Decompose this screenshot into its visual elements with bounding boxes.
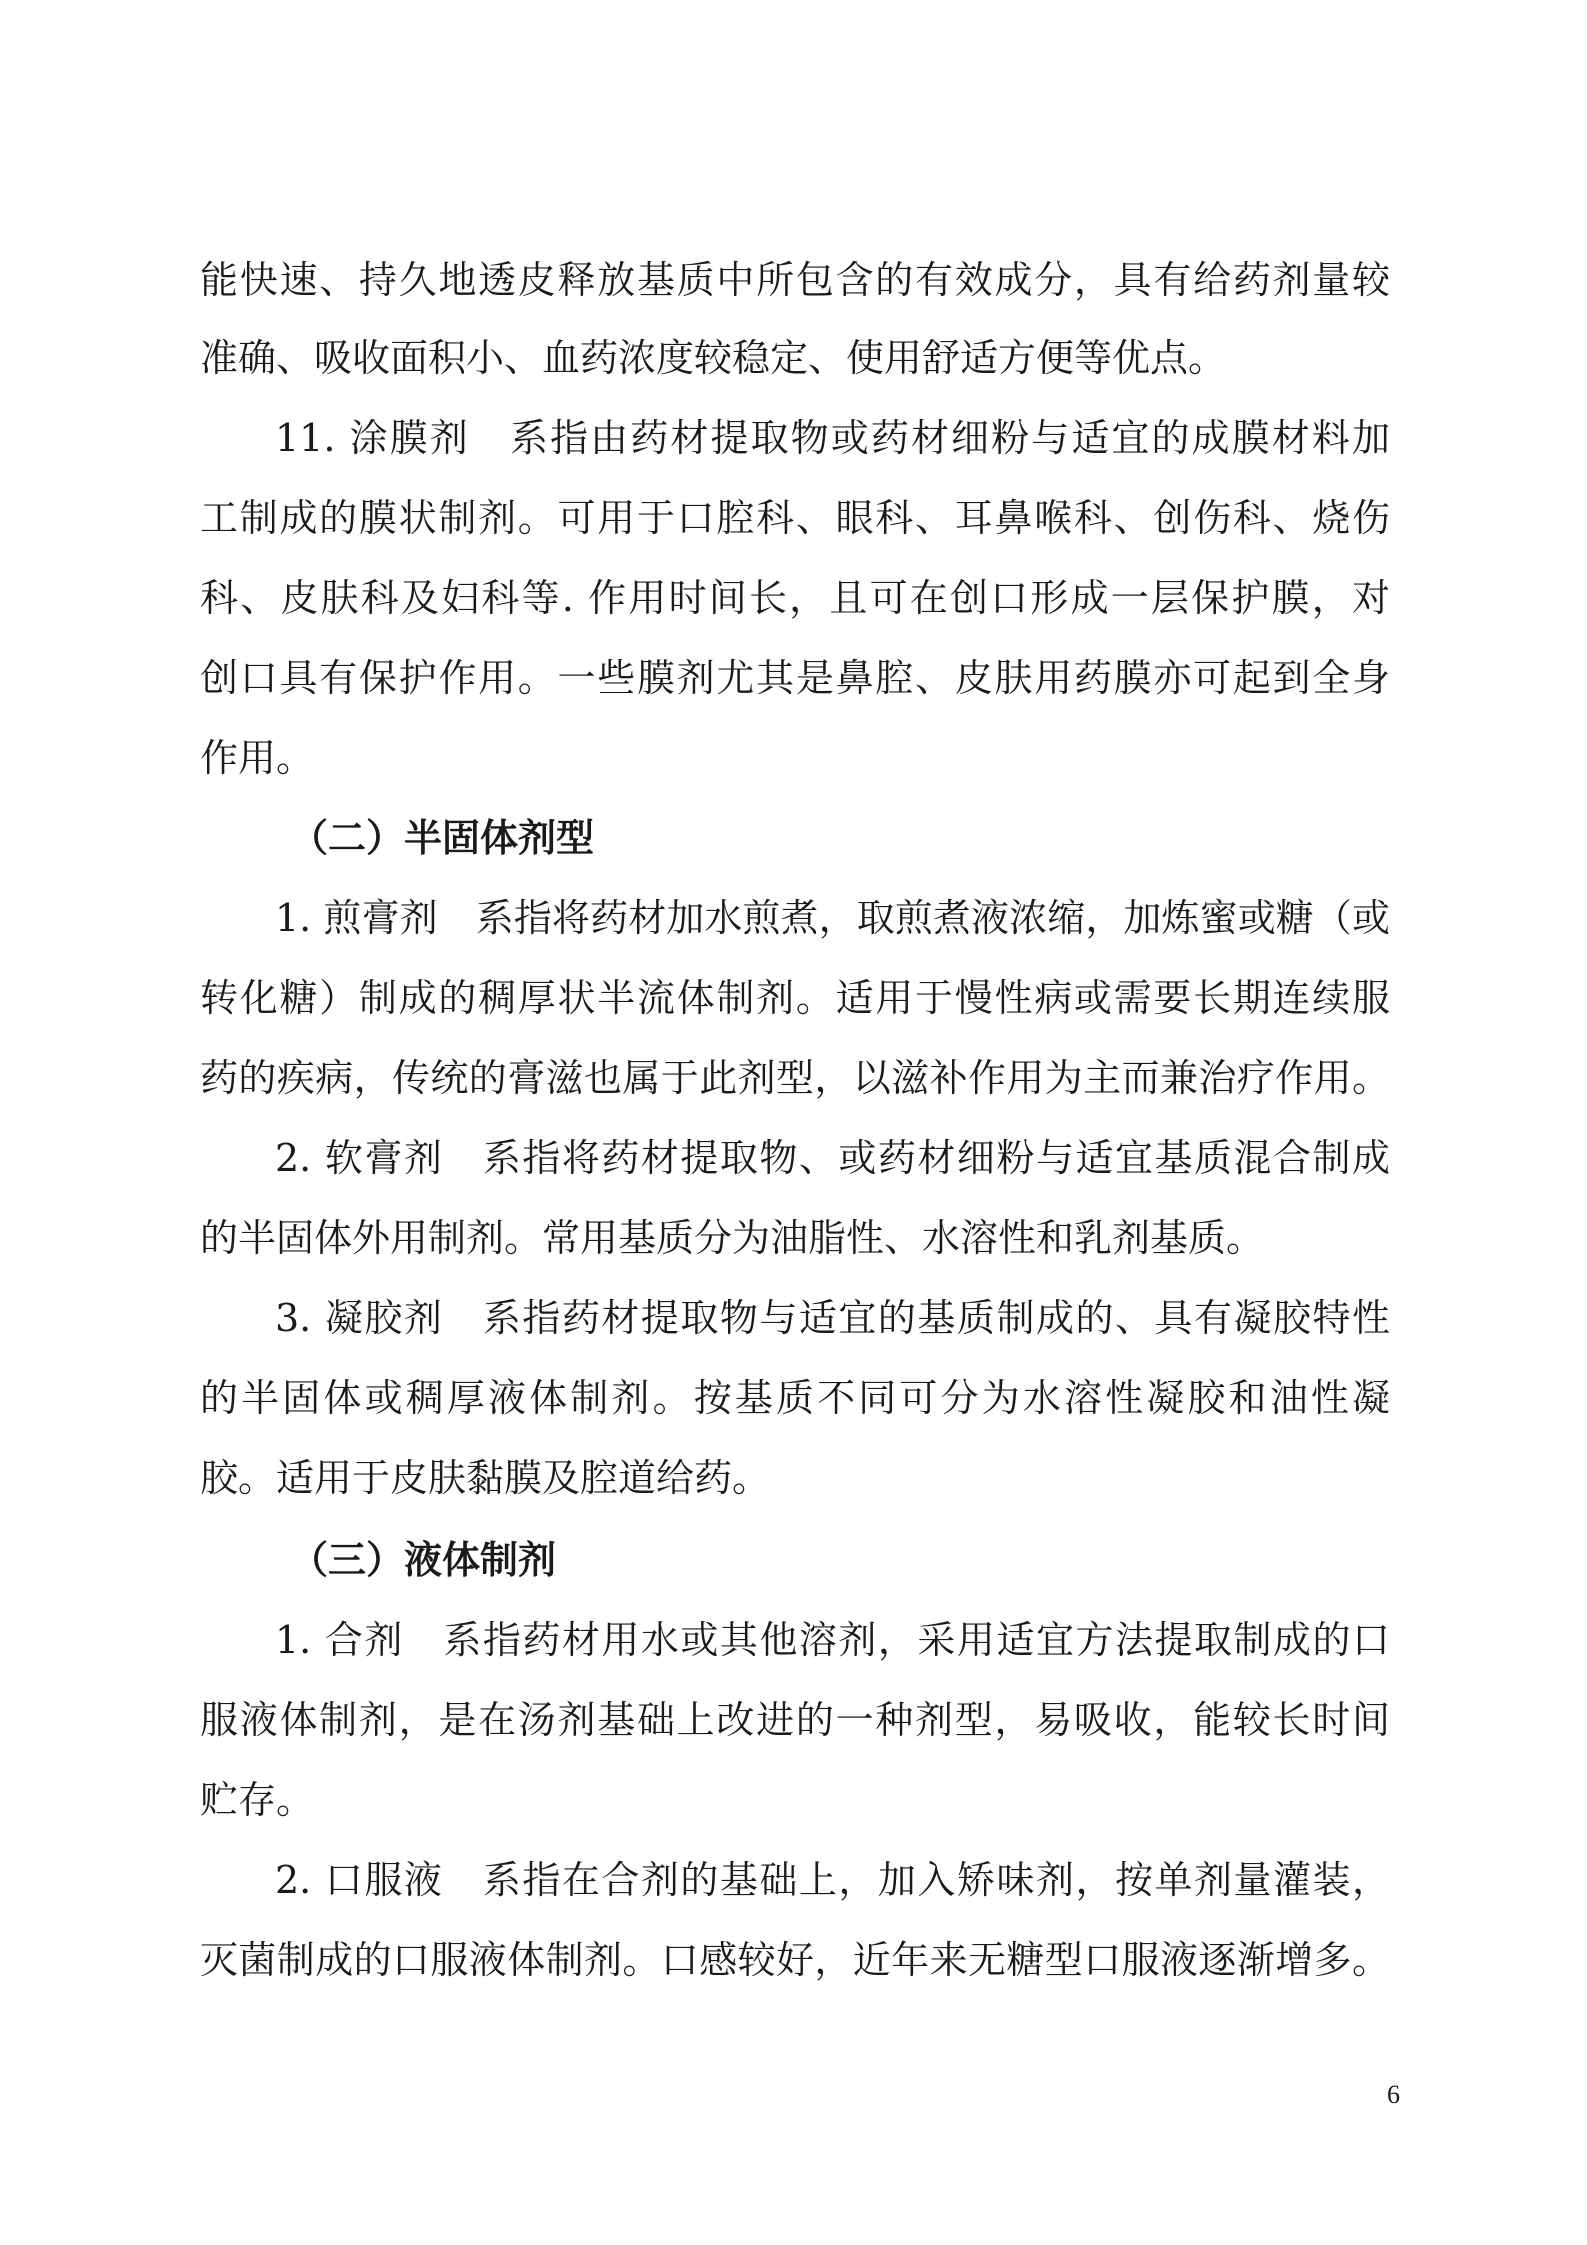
page-number: 6 <box>1387 2080 1400 2109</box>
paragraph-line: 药的疾病，传统的膏滋也属于此剂型，以滋补作用为主而兼治疗作用。 <box>200 1056 1390 1100</box>
paragraph-line: 能快速、持久地透皮释放基质中所包含的有效成分，具有给药剂量较 <box>200 258 1390 302</box>
section-heading: （三）液体制剂 <box>290 1538 557 1582</box>
paragraph-line: 服液体制剂，是在汤剂基础上改进的一种剂型，易吸收，能较长时间 <box>200 1698 1390 1742</box>
paragraph-line: 创口具有保护作用。一些膜剂尤其是鼻腔、皮肤用药膜亦可起到全身 <box>200 656 1390 700</box>
paragraph-line: 的半固体外用制剂。常用基质分为油脂性、水溶性和乳剂基质。 <box>200 1216 1265 1260</box>
section-heading: （二）半固体剂型 <box>290 816 595 860</box>
paragraph-line: 科、皮肤科及妇科等. 作用时间长，且可在创口形成一层保护膜，对 <box>200 576 1390 620</box>
paragraph-line: 1. 合剂 系指药材用水或其他溶剂，采用适宜方法提取制成的口 <box>275 1618 1390 1662</box>
paragraph-line: 2. 口服液 系指在合剂的基础上，加入矫味剂，按单剂量灌装， <box>275 1858 1390 1902</box>
paragraph-line: 准确、吸收面积小、血药浓度较稳定、使用舒适方便等优点。 <box>200 336 1227 380</box>
paragraph-line: 11. 涂膜剂 系指由药材提取物或药材细粉与适宜的成膜材料加 <box>275 416 1390 460</box>
paragraph-line: 2. 软膏剂 系指将药材提取物、或药材细粉与适宜基质混合制成 <box>275 1136 1390 1180</box>
paragraph-line: 胶。适用于皮肤黏膜及腔道给药。 <box>200 1456 771 1500</box>
paragraph-line: 作用。 <box>200 736 315 780</box>
paragraph-line: 工制成的膜状制剂。可用于口腔科、眼科、耳鼻喉科、创伤科、烧伤 <box>200 496 1390 540</box>
paragraph-line: 转化糖）制成的稠厚状半流体制剂。适用于慢性病或需要长期连续服 <box>200 976 1390 1020</box>
paragraph-line: 贮存。 <box>200 1778 315 1822</box>
paragraph-line: 灭菌制成的口服液体制剂。口感较好，近年来无糖型口服液逐渐增多。 <box>200 1938 1390 1982</box>
paragraph-line: 1. 煎膏剂 系指将药材加水煎煮，取煎煮液浓缩，加炼蜜或糖（或 <box>275 896 1390 940</box>
paragraph-line: 3. 凝胶剂 系指药材提取物与适宜的基质制成的、具有凝胶特性 <box>275 1296 1390 1340</box>
paragraph-line: 的半固体或稠厚液体制剂。按基质不同可分为水溶性凝胶和油性凝 <box>200 1376 1390 1420</box>
